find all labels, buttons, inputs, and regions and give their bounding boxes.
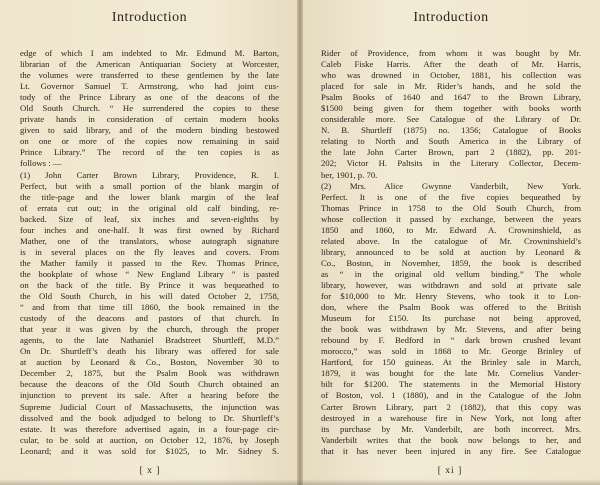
right-body-text [321, 48, 581, 457]
text-line: $1500 being given for them together with books worth [321, 103, 581, 114]
text-line: at auction by Leonard & Co., Boston, November 30 to [20, 357, 279, 368]
text-line: rebound by F. Bedford in “ dark brown crushed levant [321, 335, 581, 346]
text-line: Lt. Governor Samuel T. Armstrong, who had joint cus- [20, 81, 279, 92]
text-line: estate. It was therefore advertised again, in a four-page cir- [20, 423, 279, 434]
text-line: the Mather family it passed to the Rev. Thomas Prince, [20, 257, 279, 268]
text-line: placed for sale in Mr. Rider’s hands, and he sold the [321, 81, 581, 92]
text-line: library, however, was withdrawn and sold at private sale [321, 279, 581, 290]
text-line: private hands in consideration of certain modern books [20, 114, 279, 125]
text-line: because the deacons of the Old South Church obtained an [20, 379, 279, 390]
text-line: 1879, it was bought for the late Mr. Cornelius Vander- [321, 368, 581, 379]
text-line: bilt for $1200. The statements in the Memorial History [321, 379, 581, 390]
text-line: “ and from that time till 1860, the book remained in the [20, 302, 279, 313]
text-line: the bookplate of whose “ New England Library ” is pasted [20, 268, 279, 279]
text-line: Psalm Books of 1640 and 1647 to the Brown Library, [321, 92, 581, 103]
text-line: Old South Church. “ He surrendered the copies to these [20, 103, 279, 114]
text-line: its purchase by Mr. Vanderbilt, are both incorrect. Mrs. [321, 423, 581, 434]
left-page-edge [0, 479, 300, 485]
text-line: morocco,” was sold in 1868 to Mr. George Brinley of [321, 346, 581, 357]
text-line: custody of the deacons and pastors of that church. In [20, 313, 279, 324]
text-line: (1) John Carter Brown Library, Providence, R. I. [20, 169, 279, 180]
text-line: whose collection it passed by exchange, between the years [321, 213, 581, 224]
text-line: (2) Mrs. Alice Gwynne Vanderbilt, New York. [321, 180, 581, 191]
text-line: tody of the Prince Library as one of the deacons of the [20, 92, 279, 103]
text-line: relating to North and South America in the Library of [321, 136, 581, 147]
text-line: Carter Brown Library, part 2 (1882), that this copy was [321, 401, 581, 412]
text-line: who was drowned in October, 1881, his collection was [321, 70, 581, 81]
text-line: Mather, one of the translators, whose autograph signature [20, 235, 279, 246]
text-line: December 2, 1875, but the Psalm Book was withdrawn [20, 368, 279, 379]
text-line: is in several places on the fly leaves and covers. From [20, 246, 279, 257]
text-line: the book was withdrawn by Mr. Stevens, and after being [321, 324, 581, 335]
text-line: Prince Library.” The record of the ten copies is as [20, 147, 279, 158]
text-line: Perfect, but with a small portion of the blank margin of [20, 180, 279, 191]
left-body-text [20, 48, 279, 457]
text-line: ber, 1901, p. 70. [321, 169, 378, 180]
text-line: related above. In the catalogue of Mr. Crowninshield’s [321, 235, 581, 246]
text-line: on the back of the title. By Prince it was bequeathed to [20, 279, 279, 290]
text-line: the title-page and the lower blank margin of the leaf [20, 191, 279, 202]
text-line: 1850 and 1860, to Mr. Edward A. Crowninshield, as [321, 224, 581, 235]
text-line: library, announced to be sold at auction by Leonard & [321, 246, 581, 257]
text-line: Caleb Fiske Harris. After the death of Mr. Harris, [321, 59, 581, 70]
text-line: don, where the Psalm Book was offered to the British [321, 302, 581, 313]
text-line: Supreme Judicial Court of Massachusetts, the injunction was [20, 401, 279, 412]
text-line: follows : — [20, 158, 62, 169]
right-page-edge [300, 479, 600, 485]
text-line: Co., Boston, in November, 1859, the book is described [321, 257, 581, 268]
text-line: of Boston, vol. 1 (1880), and in the Catalogue of the John [321, 390, 581, 401]
text-line: librarian of the American Antiquarian Society at Worcester, [20, 59, 279, 70]
text-line: the Old South Church, in his will dated October 2, 1758, [20, 291, 279, 302]
text-line: on one or more of the copies now remaining in said [20, 136, 279, 147]
text-line: that year it was given by the church, through the proper [20, 324, 279, 335]
text-line: N. B. Shurtleff (1875) no. 1356; Catalogue of Books [321, 125, 581, 136]
text-line: edge of which I am indebted to Mr. Edmund M. Barton, [20, 48, 279, 58]
text-line: Perfect. It is one of the five copies bequeathed by [321, 191, 581, 202]
left-running-head: Introduction [111, 10, 188, 25]
text-line: Thomas Prince in 1758 to the Old South Church, from [321, 202, 581, 213]
text-line: injunction to prevent its sale. After a hearing before the [20, 390, 279, 401]
text-line: the volumes were transferred to these gentlemen by the late [20, 70, 279, 81]
text-line: given to said library, and of the modern binding bestowed [20, 125, 279, 136]
text-line: Rider of Providence, from whom it was bought by Mr. [321, 48, 581, 58]
text-line: four inches and one-half. It was first owned by Richard [20, 224, 279, 235]
right-running-head: Introduction [413, 10, 489, 25]
text-line: Hartford, for 150 guineas. At the Brinley sale in March, [321, 357, 581, 368]
right-page [300, 0, 600, 485]
text-line: cular, to be sold at auction, on October 12, 1876, by Joseph [20, 434, 279, 445]
text-line: Leonard; and it was sold for $1025, to Mr. Sidney S. [20, 445, 279, 456]
text-line: that it has never been injured in any fire. See Catalogue [321, 445, 581, 456]
text-line: considerable more. See Catalogue of the Library of Dr. [321, 114, 581, 125]
text-line: of errata cut out; in the original old calf binding, re- [20, 202, 279, 213]
book-gutter [297, 0, 303, 485]
text-line: 202; Victor H. Paltsits in the Literary Collector, Decem- [321, 158, 581, 169]
text-line: backed. Size of leaf, six inches and seven-eighths by [20, 213, 279, 224]
text-line: Vanderbilt writes that the book now belongs to her, and [321, 434, 581, 445]
right-folio: [ xi ] [437, 466, 463, 476]
text-line: dissolved and the book adjudged to belong to Dr. Shurtleff’s [20, 412, 279, 423]
text-line: for $10,000 to Mr. Henry Stevens, who took it to Lon- [321, 291, 581, 302]
text-line: Museum for £150. Its purchase not being approved, [321, 313, 581, 324]
text-line: as “ in the original old vellum binding.” The whole [321, 268, 581, 279]
text-line: the late John Carter Brown, part 2 (1882), pp. 201- [321, 147, 581, 158]
text-line: agents, to the late Nathaniel Bradstreet Shurtleff, M.D.” [20, 335, 279, 346]
left-folio: [ x ] [139, 466, 161, 476]
text-line: destroyed in a warehouse fire in New York, not long after [321, 412, 581, 423]
text-line: On Dr. Shurtleff’s death his library was offered for sale [20, 346, 279, 357]
